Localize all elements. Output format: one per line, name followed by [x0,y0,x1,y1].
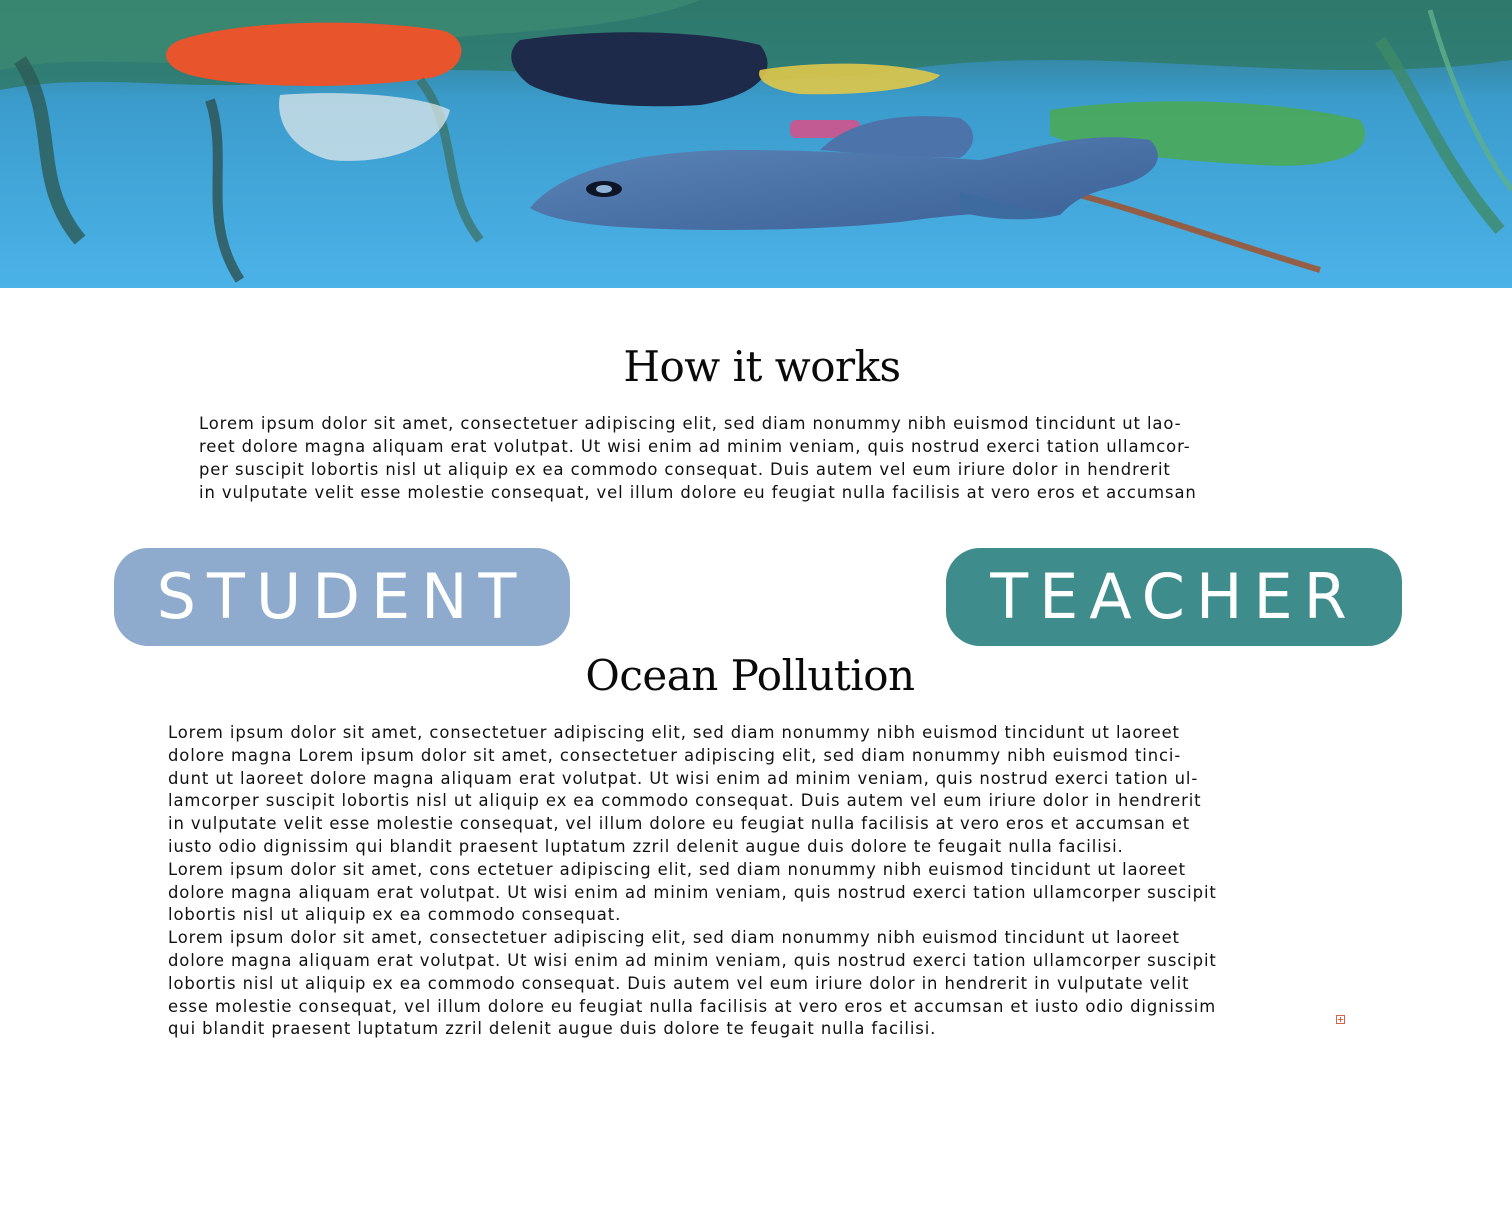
text-line: in vulputate velit esse molestie consequat, vel illum dolore eu feugiat nulla facilisis at vero eros et accumsan [199,483,1197,502]
text-line: dolore magna Lorem ipsum dolor sit amet, consectetuer adipiscing elit, sed diam nonummy nibh euismod tinci- [168,745,1182,765]
text-line: dolore magna aliquam erat volutpat. Ut wisi enim ad minim veniam, quis nostrud exerci tation ullamcorper suscipit [168,882,1217,902]
text-line: qui blandit praesent luptatum zzril delenit augue duis dolore te feugait nulla facilisi. [168,1019,937,1039]
text-line: lobortis nisl ut aliquip ex ea commodo consequat. [168,905,622,925]
text-overflow-plus-icon[interactable] [1336,1015,1345,1024]
text-line: iusto odio dignissim qui blandit praesent luptatum zzril delenit augue duis dolore te feugait nulla facilisi. [168,836,1124,856]
hero-banner [0,0,1512,288]
text-line: lobortis nisl ut aliquip ex ea commodo consequat. Duis autem vel eum iriure dolor in hendrerit in vulputate velit [168,973,1190,993]
text-line: Lorem ipsum dolor sit amet, consectetuer adipiscing elit, sed diam nonummy nibh euismod tincidunt ut lao- [199,414,1182,433]
text-line: lamcorper suscipit lobortis nisl ut aliquip ex ea commodo consequat. Duis autem vel eum iriure dolor in hendrerit [168,791,1202,811]
text-line: esse molestie consequat, vel illum dolore eu feugiat nulla facilisis at vero eros et accumsan et iusto odio dignissim [168,996,1217,1016]
text-line: Lorem ipsum dolor sit amet, consectetuer adipiscing elit, sed diam nonummy nibh euismod tincidunt ut laoreet [168,723,1180,742]
text-line: Lorem ipsum dolor sit amet, consectetuer adipiscing elit, sed diam nonummy nibh euismod tincidunt ut laoreet [168,928,1180,948]
student-button[interactable]: STUDENT [114,548,570,646]
ocean-pollution-title: Ocean Pollution [585,651,915,700]
text-line: Lorem ipsum dolor sit amet, cons ectetuer adipiscing elit, sed diam nonummy nibh euismod tincidunt ut laoreet [168,859,1186,879]
teacher-button[interactable]: TEACHER [946,548,1402,646]
text-line: in vulputate velit esse molestie consequat, vel illum dolore eu feugiat nulla facilisis at vero eros et accumsan et [168,814,1191,834]
how-it-works-title: How it works [623,342,901,391]
text-line: reet dolore magna aliquam erat volutpat. Ut wisi enim ad minim veniam, quis nostrud exerci tation ullamcor- [199,437,1191,456]
text-line: dunt ut laoreet dolore magna aliquam erat volutpat. Ut wisi enim ad minim veniam, quis nostrud exerci tation ul- [168,768,1199,788]
ocean-pollution-paragraph [168,722,1217,1041]
ocean-pollution-fish-icon [0,0,1512,288]
text-line: dolore magna aliquam erat volutpat. Ut wisi enim ad minim veniam, quis nostrud exerci tation ullamcorper suscipit [168,950,1217,970]
how-it-works-paragraph [199,412,1197,504]
text-line: per suscipit lobortis nisl ut aliquip ex ea commodo consequat. Duis autem vel eum iriure dolor in hendrerit [199,460,1171,479]
